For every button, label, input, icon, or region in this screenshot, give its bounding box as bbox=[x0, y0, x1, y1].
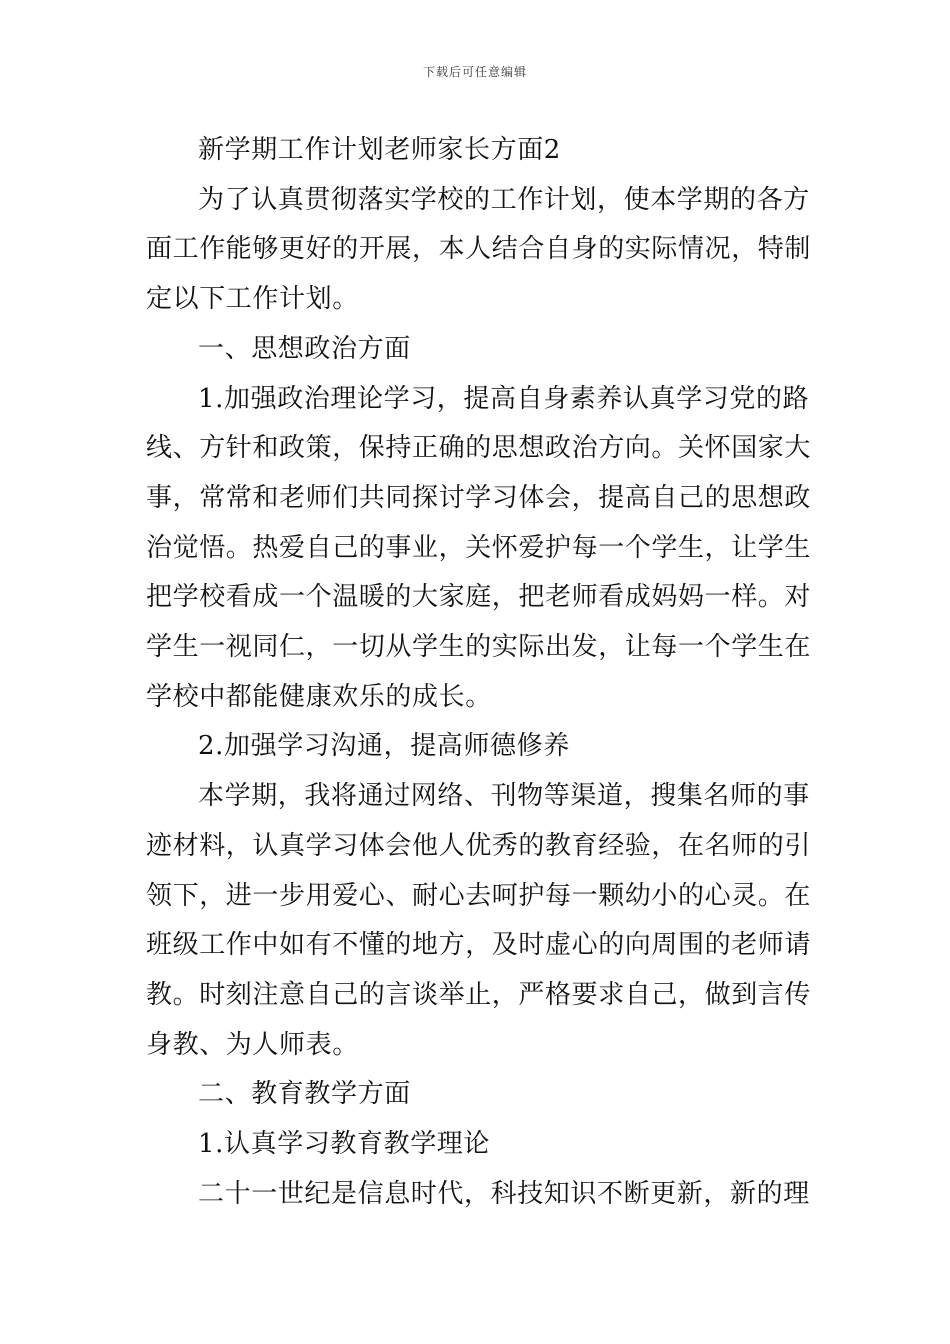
header-note: 下载后可任意编辑 bbox=[422, 65, 527, 79]
text-line: 1.加强政治理论学习，提高自身素养认真学习党的路 bbox=[198, 383, 810, 414]
text-line: 身教、为人师表。 bbox=[146, 1029, 359, 1060]
text-line: 迹材料，认真学习体会他人优秀的教育经验，在名师的引 bbox=[146, 830, 812, 861]
text-line: 定以下工作计划。 bbox=[146, 284, 359, 315]
text-line: 把学校看成一个温暖的大家庭，把老师看成妈妈一样。对 bbox=[146, 582, 812, 613]
text-line: 一、思想政治方面 bbox=[198, 333, 411, 364]
text-line: 2.加强学习沟通，提高师德修养 bbox=[198, 731, 570, 762]
text-line: 学生一视同仁，一切从学生的实际出发，让每一个学生在 bbox=[146, 632, 812, 663]
text-line: 事，常常和老师们共同探讨学习体会，提高自己的思想政 bbox=[146, 482, 812, 513]
text-line: 班级工作中如有不懂的地方，及时虚心的向周围的老师请 bbox=[146, 930, 812, 961]
text-line: 本学期，我将通过网络、刊物等渠道，搜集名师的事 bbox=[198, 781, 810, 812]
text-line: 二十一世纪是信息时代，科技知识不断更新，新的理 bbox=[198, 1178, 810, 1209]
text-line: 领下，进一步用爱心、耐心去呵护每一颗幼小的心灵。在 bbox=[146, 880, 812, 911]
text-line: 面工作能够更好的开展，本人结合自身的实际情况，特制 bbox=[146, 234, 812, 265]
document-body bbox=[146, 126, 810, 1219]
text-line: 线、方针和政策，保持正确的思想政治方向。关怀国家大 bbox=[146, 433, 812, 464]
text-line: 新学期工作计划老师家长方面2 bbox=[198, 135, 561, 165]
text-line: 治觉悟。热爱自己的事业，关怀爱护每一个学生，让学生 bbox=[146, 532, 812, 563]
text-line: 二、教育教学方面 bbox=[198, 1079, 411, 1110]
text-line: 1.认真学习教育教学理论 bbox=[198, 1129, 491, 1160]
text-line: 教。时刻注意自己的言谈举止，严格要求自己，做到言传 bbox=[146, 979, 812, 1010]
text-line: 学校中都能健康欢乐的成长。 bbox=[146, 681, 492, 712]
text-line: 为了认真贯彻落实学校的工作计划，使本学期的各方 bbox=[198, 184, 810, 215]
